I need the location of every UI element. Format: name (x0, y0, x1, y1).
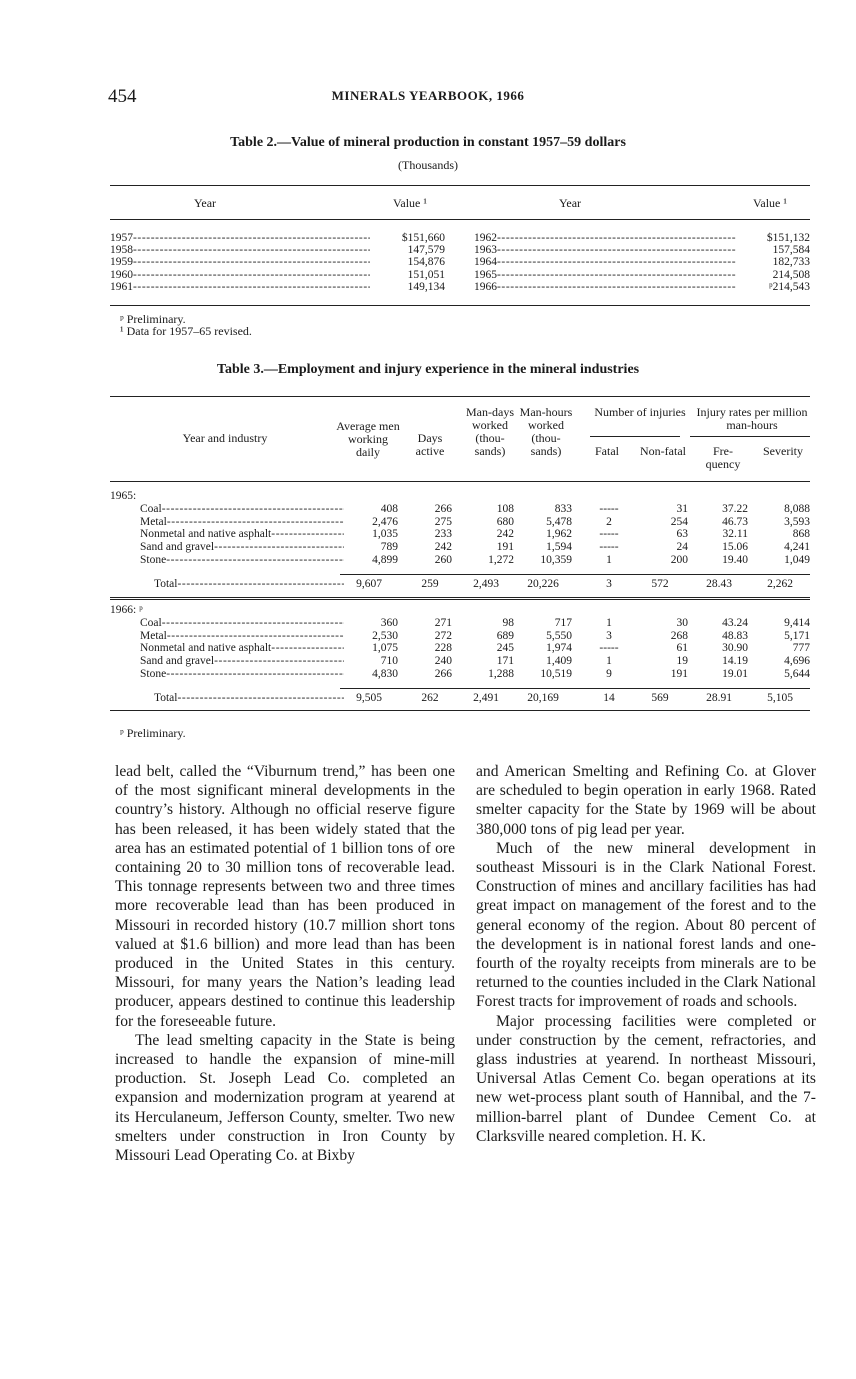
table3-cell-days: 272 (434, 629, 452, 642)
table3-industry-cell: Stone ----- (140, 668, 344, 681)
body-left-paragraph-1: lead belt, called the “Viburnum trend,” has been one of the most significant mineral developments in the country’s history. Although no official reserve figure has been released, it has been widely stated that the area has an estimated potential of 1 billion tons of ore containing 20 to 30 million tons of recoverable lead. This tonnage represents between two and three times more recoverable lead than has been produced in Missouri in recorded history (10.7 million short tons valued at $1.6 billion) and more lead than has been produced in the United States in this century. Missouri, for many years the Nation’s leading lead producer, appears destined to continue this leadership for the foreseeable future. (115, 763, 455, 1030)
table2-year-cell: 1957 ----- (110, 232, 370, 245)
table3-cell-days: 242 (434, 541, 452, 554)
table3-cell-manhours: 1,974 (546, 642, 572, 655)
table2-year-cell: 1960 ----- (110, 269, 370, 282)
table3-cell-nonfatal: 191 (670, 667, 688, 680)
table3-cell-freq: 46.73 (722, 515, 748, 528)
table2-header-value-left: Value ¹ (393, 196, 427, 210)
table3-cell-days: 275 (434, 515, 452, 528)
table3-rule (110, 597, 810, 600)
table3-cell-days: 240 (434, 655, 452, 668)
body-right-paragraph-1: and American Smelting and Refining Co. at Glover are scheduled to begin operation in early 1968. Rated smelter capacity for the State by 1969 will be about 380,000 tons of pig lead per year. (476, 763, 816, 838)
table3-cell-freq: 32.11 (722, 528, 748, 541)
table3-industry-cell: Nonmetal and native asphalt ----- (140, 642, 344, 655)
table2-value-cell: 149,134 (407, 280, 445, 293)
table2-title: Table 2.—Value of mineral production in constant 1957–59 dollars (230, 135, 626, 150)
table3-cell-mandays: 245 (496, 642, 514, 655)
table3-cell-fatal: 1 (606, 617, 612, 629)
table3-cell-fatal: ----- (599, 528, 619, 541)
table2-year-cell: 1965 ----- (474, 269, 736, 282)
table3-industry-cell: Sand and gravel ----- (140, 655, 344, 668)
table3-cell-sev: 4,241 (784, 541, 810, 554)
table3-total-nonfatal: 569 (651, 692, 669, 704)
table3-cell-men: 4,830 (372, 667, 398, 680)
table3-cell-men: 710 (380, 655, 398, 668)
table3-cell-mandays: 191 (496, 541, 514, 554)
table3-cell-nonfatal: 254 (670, 515, 688, 528)
table2-year-cell: 1966 ----- (474, 281, 736, 294)
table2-year-cell: 1959 ----- (110, 256, 370, 269)
table3-cell-fatal: ----- (599, 541, 619, 554)
table3-total-nonfatal: 572 (651, 578, 669, 590)
table3-cell-nonfatal: 19 (676, 655, 688, 668)
table3-cell-freq: 48.83 (722, 629, 748, 642)
table3-total-manhours: 20,226 (527, 578, 559, 590)
table3-cell-fatal: 9 (606, 667, 612, 680)
table3-subtotal-rule (340, 688, 810, 689)
table2-year-cell: 1958 ----- (110, 244, 370, 257)
table3-total-days: 259 (421, 578, 439, 590)
table3-cell-manhours: 5,478 (546, 515, 572, 528)
body-right-paragraph-3: Major processing facilities were completed or under construction by the cement, refractories, and glass industries at yearend. In northeast Missouri, Universal Atlas Cement Co. began operations at its new wet-process plant south of Hannibal, and the 7-million-barrel plant of Dundee Cement Co. at Clarksville neared completion. H. K. (476, 1012, 816, 1145)
table3-cell-men: 1,075 (372, 642, 398, 655)
table3-total-fatal: 3 (606, 578, 612, 590)
body-left-column (115, 762, 455, 1165)
table3-cell-days: 260 (434, 553, 452, 566)
table3-cell-sev: 9,414 (784, 617, 810, 629)
table3-total-mandays: 2,491 (473, 692, 499, 704)
table3-total-men: 9,607 (356, 578, 382, 590)
table3-total-label: Total ----- (154, 578, 344, 591)
body-right-column (476, 762, 816, 1146)
table3-industry-cell: Nonmetal and native asphalt ----- (140, 528, 344, 541)
table3-cell-mandays: 680 (496, 515, 514, 528)
table3-subtotal-rule (340, 574, 810, 575)
table3-cell-manhours: 1,409 (546, 655, 572, 668)
table3-cell-freq: 19.01 (722, 667, 748, 680)
table3-cell-manhours: 5,550 (546, 629, 572, 642)
table2-header-year-left: Year (193, 196, 217, 210)
table3-header-man-days: Man-days worked (thou-sands) (466, 405, 514, 458)
table3-cell-fatal: 2 (606, 515, 612, 528)
table3-cell-days: 271 (434, 617, 452, 629)
table3-total-sev: 5,105 (767, 692, 793, 704)
table3-year-label: 1966: ᵖ (110, 604, 143, 616)
table2-value-cell: 151,051 (407, 268, 445, 281)
table3-cell-nonfatal: 24 (676, 541, 688, 554)
table3-cell-men: 789 (380, 541, 398, 554)
table3-header-injuries-group: Number of injuries (594, 405, 686, 419)
table3-header-avg-men: Average men working daily (336, 419, 400, 459)
table3-header-year-industry: Year and industry (182, 431, 268, 445)
table3-cell-fatal: 3 (606, 629, 612, 642)
table3-industry-cell: Metal ----- (140, 516, 344, 529)
table2-subtitle: (Thousands) (398, 158, 458, 172)
table3-total-days: 262 (421, 692, 439, 704)
table3-cell-days: 233 (434, 528, 452, 541)
table2-value-cell: $151,132 (766, 232, 810, 244)
table2-value-cell: ᵖ214,543 (769, 280, 810, 293)
table3-industry-cell: Coal ----- (140, 617, 344, 630)
table2-value-cell: 214,508 (772, 268, 810, 281)
table3-rule (110, 710, 810, 711)
table3-cell-mandays: 689 (496, 629, 514, 642)
table3-cell-freq: 37.22 (722, 503, 748, 515)
table3-industry-cell: Metal ----- (140, 630, 344, 643)
table3-cell-nonfatal: 61 (676, 642, 688, 655)
table2-value-cell: 182,733 (772, 256, 810, 269)
table3-total-freq: 28.91 (706, 692, 732, 704)
table3-cell-manhours: 1,594 (546, 541, 572, 554)
table3-cell-sev: 1,049 (784, 553, 810, 566)
table3-total-mandays: 2,493 (473, 578, 499, 590)
table3-cell-sev: 8,088 (784, 503, 810, 515)
table3-title: Table 3.—Employment and injury experience in the mineral industries (216, 362, 640, 377)
table3-header-nonfatal: Non-fatal (640, 444, 686, 458)
table2-year-cell: 1964 ----- (474, 256, 736, 269)
table3-cell-sev: 4,696 (784, 655, 810, 668)
table3-industry-cell: Sand and gravel ----- (140, 541, 344, 554)
table3-total-fatal: 14 (603, 692, 615, 704)
table2-year-cell: 1962 ----- (474, 232, 736, 245)
table3-cell-nonfatal: 63 (676, 528, 688, 541)
table3-cell-men: 360 (380, 617, 398, 629)
table3-total-sev: 2,262 (767, 578, 793, 590)
table3-cell-freq: 15.06 (722, 541, 748, 554)
table3-cell-fatal: ----- (599, 642, 619, 655)
table2-header-value-right: Value ¹ (753, 196, 787, 210)
table3-cell-mandays: 1,288 (488, 667, 514, 680)
table3-total-freq: 28.43 (706, 578, 732, 590)
table3-header-frequency: Fre-quency (705, 444, 741, 471)
table3-header-man-hours: Man-hours worked (thou-sands) (519, 405, 573, 458)
table3-cell-fatal: 1 (606, 553, 612, 566)
body-left-paragraph-2: The lead smelting capacity in the State is being increased to handle the expansion of mine-mill production. St. Joseph Lead Co. completed an expansion and modernization program at yearend at its Herculaneum, Jefferson County, smelter. Two new smelters under construction in Iron County by Missouri Lead Operating Co. at Bixby (115, 1031, 455, 1165)
table2-value-cell: 147,579 (407, 244, 445, 257)
table3-cell-men: 2,530 (372, 629, 398, 642)
table3-cell-freq: 14.19 (722, 655, 748, 668)
table3-cell-mandays: 108 (496, 503, 514, 515)
table3-cell-manhours: 717 (554, 617, 572, 629)
table3-cell-men: 2,476 (372, 515, 398, 528)
table3-cell-men: 408 (380, 503, 398, 515)
table3-total-label: Total ----- (154, 692, 344, 705)
table3-cell-sev: 868 (792, 528, 810, 541)
table3-cell-days: 228 (434, 642, 452, 655)
table3-footnote-preliminary: ᵖ Preliminary. (120, 726, 186, 740)
body-right-paragraph-2: Much of the new mineral development in southeast Missouri is in the Clark National Forest. Construction of mines and ancillary facilities has had great impact on management of the forest and to the general economy of the region. About 80 percent of the development is in national forest lands and one-fourth of the royalty receipts from minerals are to be returned to the counties included in the Clark National Forest tracts for improvement of roads and schools. (476, 839, 816, 1011)
table2-header-year-right: Year (558, 196, 582, 210)
table3-cell-men: 4,899 (372, 553, 398, 566)
table3-header-fatal: Fatal (595, 444, 619, 458)
table2-year-cell: 1961 ----- (110, 281, 370, 294)
table3-header-days-active: Days active (415, 431, 445, 458)
table3-cell-manhours: 1,962 (546, 528, 572, 541)
table3-cell-nonfatal: 268 (670, 629, 688, 642)
table3-cell-sev: 777 (792, 642, 810, 655)
table3-cell-mandays: 242 (496, 528, 514, 541)
table3-industry-cell: Coal ----- (140, 503, 344, 516)
table2-value-cell: $151,660 (401, 232, 445, 244)
table3-cell-freq: 19.40 (722, 553, 748, 566)
table3-industry-cell: Stone ----- (140, 554, 344, 567)
table3-cell-nonfatal: 30 (676, 617, 688, 629)
table3-cell-freq: 43.24 (722, 617, 748, 629)
table3-year-label: 1965: (110, 490, 137, 502)
page-number: 454 (108, 86, 137, 107)
table3-cell-fatal: ----- (599, 503, 619, 515)
table3-header-rates-group: Injury rates per million man-hours (696, 405, 808, 432)
table2-footnote-preliminary: ᵖ Preliminary. (120, 312, 186, 326)
table3-cell-manhours: 833 (554, 503, 572, 515)
table3-cell-days: 266 (434, 503, 452, 515)
table3-cell-mandays: 1,272 (488, 553, 514, 566)
table3-cell-manhours: 10,359 (540, 553, 572, 566)
table3-cell-sev: 5,171 (784, 629, 810, 642)
table3-cell-sev: 3,593 (784, 515, 810, 528)
table2-footnote-revised: ¹ Data for 1957–65 revised. (120, 324, 252, 338)
running-title: MINERALS YEARBOOK, 1966 (331, 88, 525, 103)
table3-cell-manhours: 10,519 (540, 667, 572, 680)
table3-cell-freq: 30.90 (722, 642, 748, 655)
table3-cell-sev: 5,644 (784, 667, 810, 680)
table3-cell-days: 266 (434, 667, 452, 680)
table3-cell-mandays: 171 (496, 655, 514, 668)
table3-cell-men: 1,035 (372, 528, 398, 541)
table3-cell-mandays: 98 (502, 617, 514, 629)
table3-cell-nonfatal: 31 (676, 503, 688, 515)
table2-year-cell: 1963 ----- (474, 244, 736, 257)
table3-total-men: 9,505 (356, 692, 382, 704)
table2-value-cell: 154,876 (407, 256, 445, 269)
table3-cell-nonfatal: 200 (670, 553, 688, 566)
table2-value-cell: 157,584 (772, 244, 810, 257)
table3-header-severity: Severity (763, 444, 803, 458)
table3-total-manhours: 20,169 (527, 692, 559, 704)
table3-cell-fatal: 1 (606, 655, 612, 668)
